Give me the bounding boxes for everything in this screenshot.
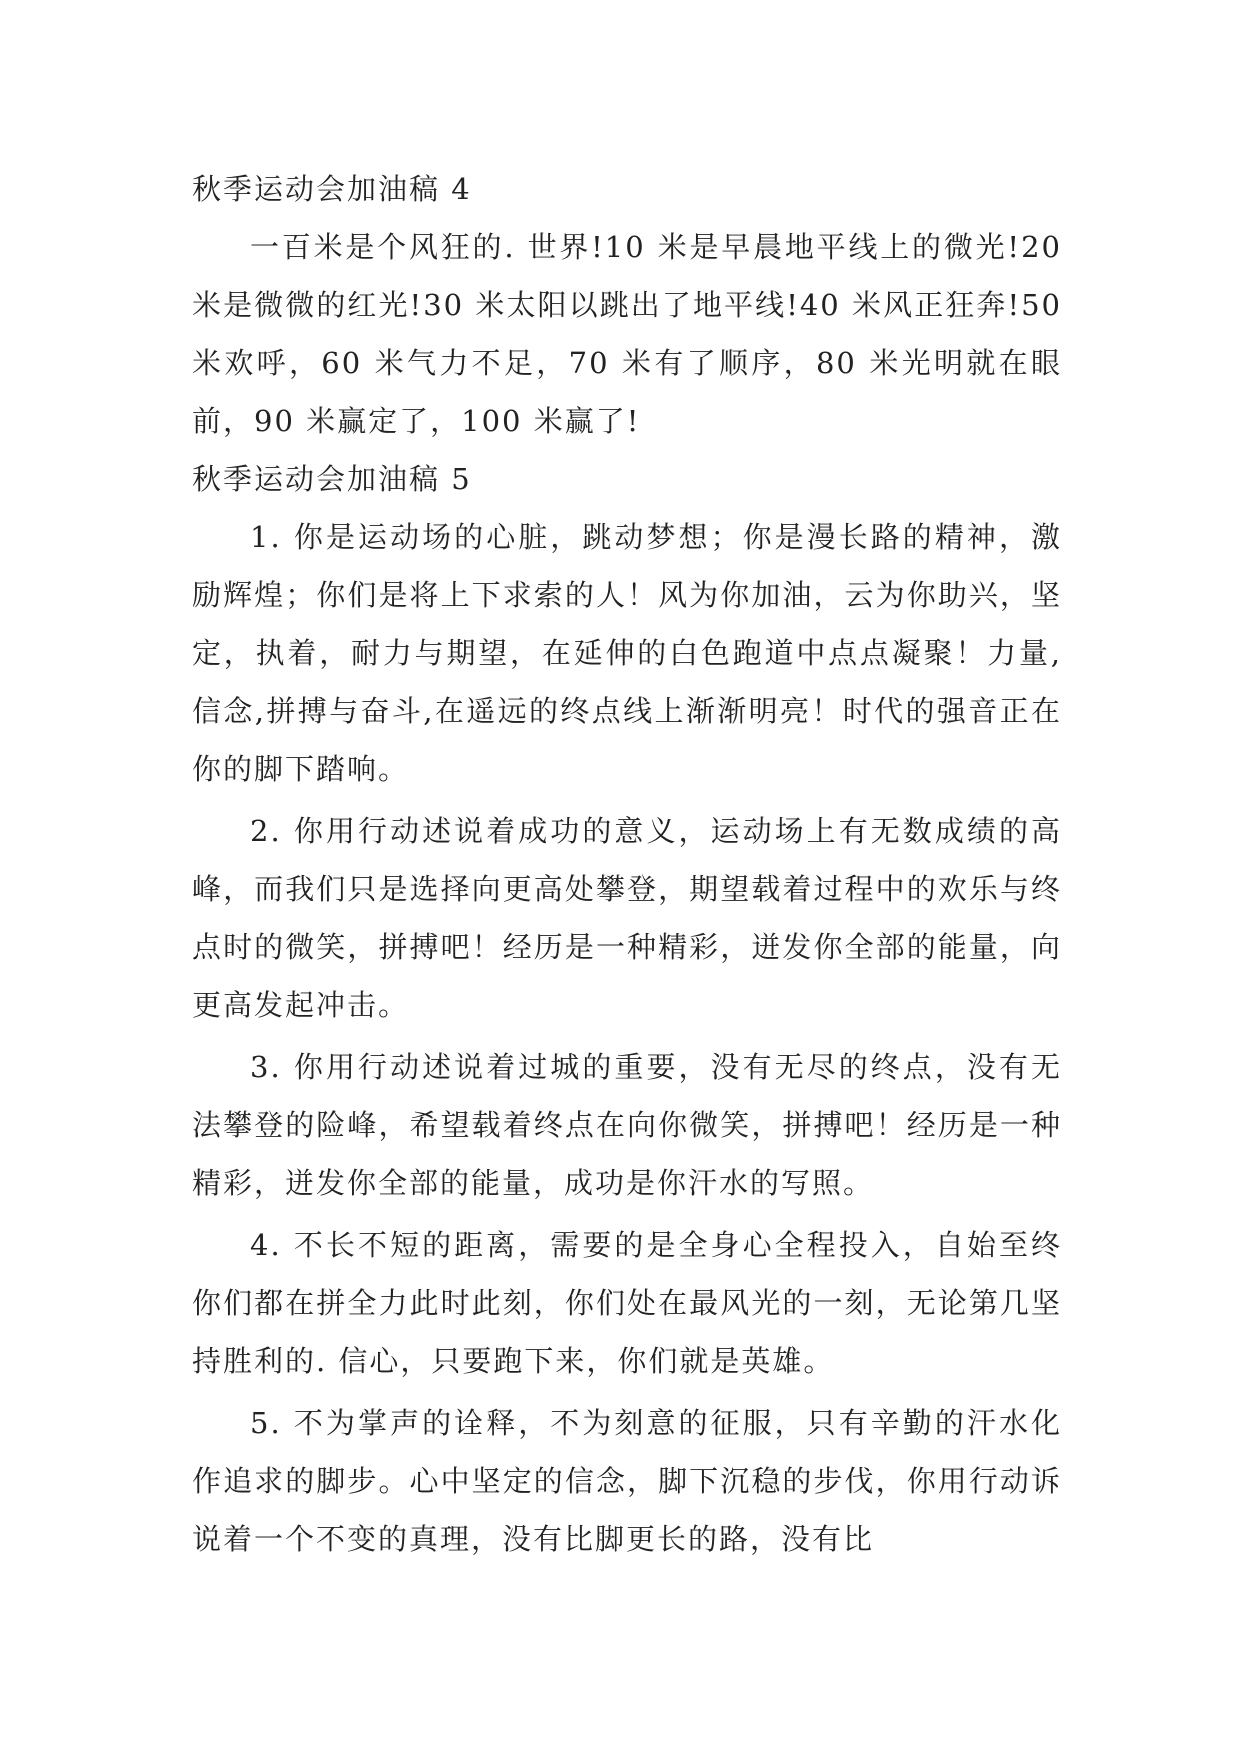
paragraph: 2. 你用行动述说着成功的意义，运动场上有无数成绩的高峰，而我们只是选择向更高处攀登，期望载着过程中的欢乐与终点时的微笑，拼搏吧！经历是一种精彩，迸发你全部的能量，向更高发起冲击。 xyxy=(192,814,1062,1022)
paragraph: 1. 你是运动场的心脏，跳动梦想；你是漫长路的精神，激励辉煌；你们是将上下求索的人！风为你加油，云为你助兴，坚定，执着，耐力与期望，在延伸的白色跑道中点点凝聚！力量,信念,拼搏与奋斗,在遥远的终点线上渐渐明亮！时代的强音正在你的脚下踏响。 xyxy=(192,520,1062,786)
document-page xyxy=(192,160,1062,1568)
paragraph: 3. 你用行动述说着过城的重要，没有无尽的终点，没有无法攀登的险峰，希望载着终点在向你微笑，拼搏吧！经历是一种精彩，迸发你全部的能量，成功是你汗水的写照。 xyxy=(192,1050,1062,1200)
paragraph: 4. 不长不短的距离，需要的是全身心全程投入，自始至终你们都在拼全力此时此刻，你们处在最风光的一刻，无论第几坚持胜利的. 信心，只要跑下来，你们就是英雄。 xyxy=(192,1228,1062,1378)
section-title: 秋季运动会加油稿 5 xyxy=(192,462,472,496)
paragraph: 一百米是个风狂的. 世界!10 米是早晨地平线上的微光!20 米是微微的红光!30 米太阳以跳出了地平线!40 米风正狂奔!50 米欢呼，60 米气力不足，70 米有了顺序，80 米光明就在眼前，90 米赢定了，100 米赢了! xyxy=(192,230,1062,438)
paragraph: 5. 不为掌声的诠释，不为刻意的征服，只有辛勤的汗水化作追求的脚步。心中坚定的信念，脚下沉稳的步伐，你用行动诉说着一个不变的真理，没有比脚更长的路，没有比 xyxy=(192,1406,1062,1556)
section-title: 秋季运动会加油稿 4 xyxy=(192,172,472,206)
